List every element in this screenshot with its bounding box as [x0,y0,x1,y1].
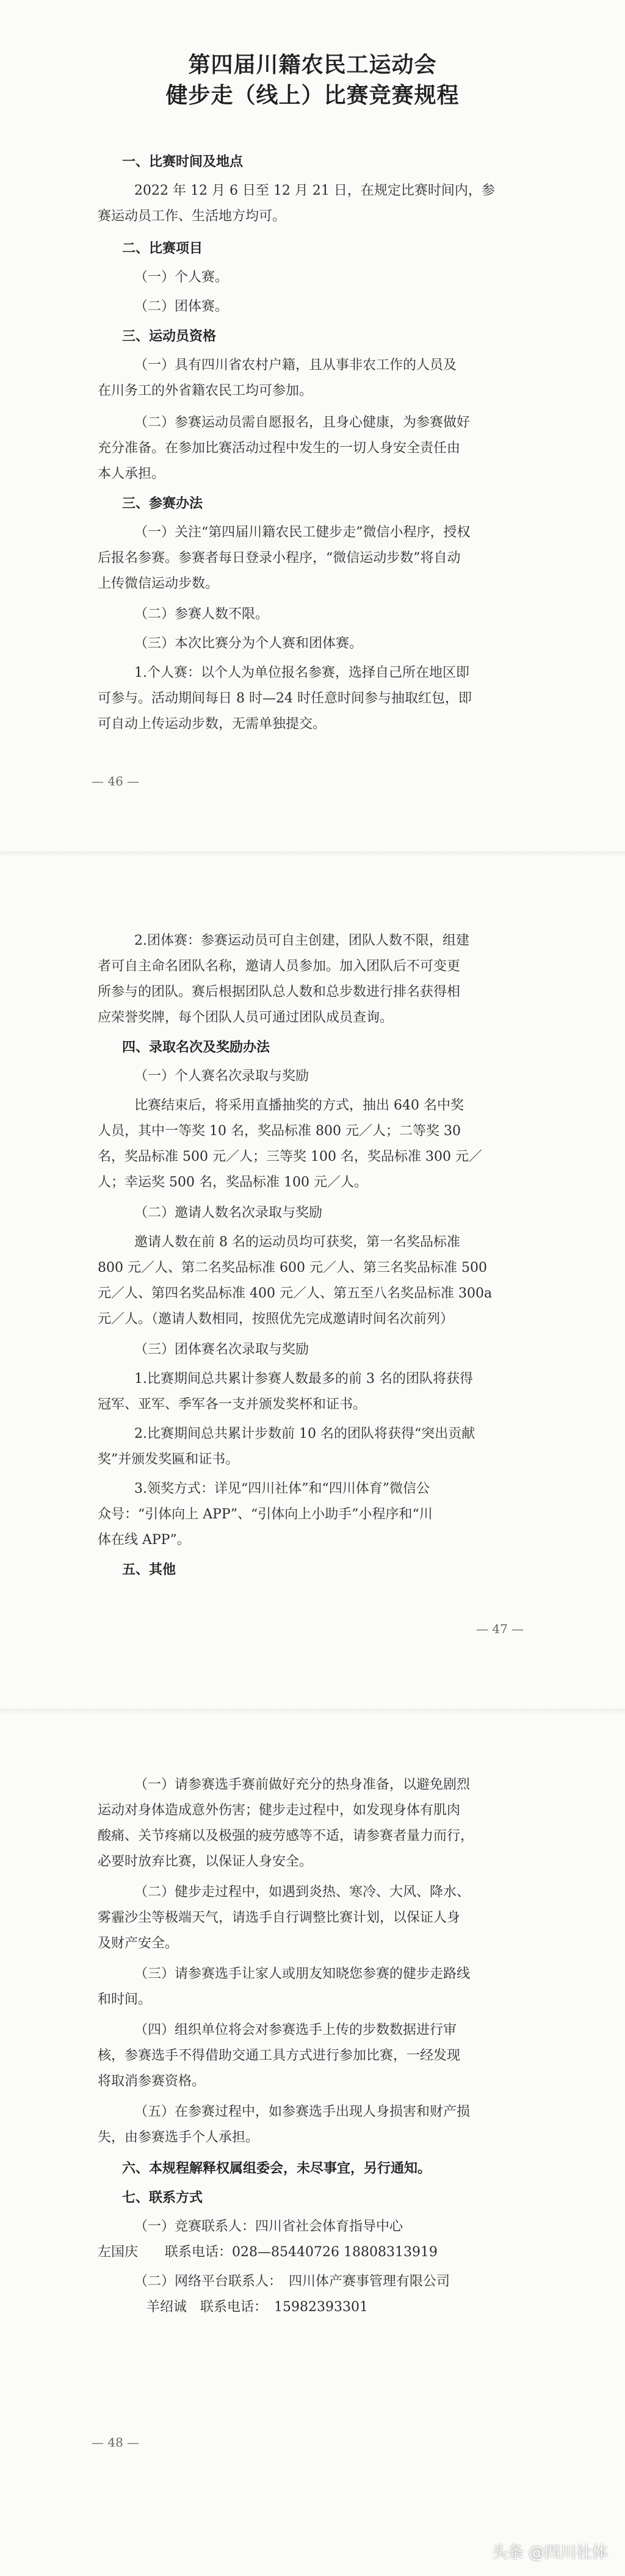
contact-detail: 羊绍诚 联系电话： 15982393301 [146,2300,368,2315]
paragraph-line: （一）关注“第四届川籍农民工健步走”微信小程序，授权 [134,525,471,540]
paragraph-line: 及财产安全。 [98,1936,179,1951]
list-item: （二）团体赛。 [134,299,229,314]
section-heading: 五、其他 [122,1562,176,1578]
contact-label: （一）竞赛联系人：四川省社会体育指导中心 [134,2219,403,2234]
paragraph-line: 众号：“引体向上 APP”、“引体向上小助手”小程序和“川 [98,1507,433,1522]
page-number: — 48 — [92,2435,140,2450]
title-line-1: 第四届川籍农民工运动会 [188,52,437,78]
paragraph-line: 后报名参赛。参赛者每日登录小程序，“微信运动步数”将自动 [98,550,461,566]
paragraph-line: 邀请人数在前 8 名的运动员均可获奖，第一名奖品标准 [134,1235,460,1250]
paragraph-line: 人员，其中一等奖 10 名，奖品标准 800 元／人；二等奖 30 [98,1124,461,1139]
paragraph-line: （二）健步走过程中，如遇到炎热、寒冷、大风、降水、 [134,1885,471,1900]
paragraph-line: 冠军、亚军、季军各一支并颁发奖杯和证书。 [98,1397,367,1412]
paragraph-line: 2.比赛期间总共累计步数前 10 名的团队将获得“突出贡献 [134,1426,475,1441]
paragraph-line: 可自动上传运动步数，无需单独提交。 [98,716,327,732]
list-item: （二）参赛人数不限。 [134,607,269,622]
paragraph-line: 上传微信运动步数。 [98,576,219,591]
document-page-46 [0,0,625,851]
paragraph-line: （五）在参赛过程中，如参赛选手出现人身损害和财产损 [134,2104,471,2120]
section-heading: 一、比赛时间及地点 [122,154,244,170]
page-number: — 47 — [476,1622,524,1636]
paragraph-line: 可参与。活动期间每日 8 时—24 时任意时间参与抽取红包，即 [98,691,472,706]
paragraph-line: （四）组织单位将会对参赛选手上传的步数数据进行审 [134,2022,457,2038]
section-heading: 四、录取名次及奖励办法 [122,1039,270,1055]
title-line-2: 健步走（线上）比赛竞赛规程 [165,82,460,108]
paragraph-line: 者可自主命名团队名称，邀请人员参加。加入团队后不可变更 [98,959,461,974]
list-item: （三）本次比赛分为个人赛和团体赛。 [134,636,363,651]
page-divider [0,851,625,857]
page-number: — 46 — [92,774,140,788]
subsection-heading: （二）邀请人数名次录取与奖励 [134,1205,323,1221]
paragraph-line: 比赛结束后，将采用直播抽奖的方式，抽出 640 名中奖 [134,1098,464,1113]
paragraph-line: 应荣誉奖牌，每个团队人员可通过团队成员查询。 [98,1010,394,1025]
paragraph-line: 元／人、第四名奖品标准 400 元／人、第五至八名奖品标准 300a [98,1286,493,1301]
paragraph-line: 800 元／人、第二名奖品标准 600 元／人、第三名奖品标准 500 [98,1260,487,1275]
paragraph-line: 失，由参赛选手个人承担。 [98,2130,259,2145]
paragraph-line: 将取消参赛资格。 [98,2074,206,2089]
paragraph-line: 1.比赛期间总共累计参赛人数最多的前 3 名的团队将获得 [134,1371,473,1387]
paragraph-line: 1.个人赛：以个人为单位报名参赛，选择自己所在地区即 [134,665,469,680]
subsection-heading: （三）团体赛名次录取与奖励 [134,1342,309,1357]
section-heading: 七、联系方式 [122,2190,203,2206]
paragraph-line: 核，参赛选手不得借助交通工具方式进行参加比赛，一经发现 [98,2048,461,2063]
section-heading: 三、运动员资格 [122,328,217,344]
subsection-heading: （一）个人赛名次录取与奖励 [134,1069,309,1084]
contact-label: （二）网络平台联系人： 四川体产赛事管理有限公司 [134,2274,450,2289]
paragraph-line: 奖”并颁发奖匾和证书。 [98,1452,239,1467]
paragraph-line: 体在线 APP”。 [98,1532,190,1548]
paragraph-line: 在川务工的外省籍农民工均可参加。 [98,383,313,399]
paragraph-line: （一）具有四川省农村户籍，且从事非农工作的人员及 [134,358,457,373]
paragraph-line: 人；幸运奖 500 名，奖品标准 100 元／人。 [98,1175,367,1190]
paragraph-line: 充分准备。在参加比赛活动过程中发生的一切人身安全责任由 [98,441,461,456]
paragraph-line: 本人承担。 [98,466,165,482]
paragraph-line: 必要时放弃比赛，以保证人身安全。 [98,1854,313,1869]
section-heading: 二、比赛项目 [122,240,203,256]
paragraph-line: 所参与的团队。赛后根据团队总人数和总步数进行排名获得相 [98,984,461,1000]
paragraph-line: 和时间。 [98,1992,152,2007]
paragraph-line: 3.领奖方式：详见“四川社体”和“四川体育”微信公 [134,1481,430,1496]
section-heading: 三、参赛办法 [122,496,203,511]
document-page-48 [0,1709,625,2576]
watermark [492,2540,608,2563]
list-item: （一）个人赛。 [134,270,229,285]
section-heading: 六、本规程解释权属组委会，未尽事宜，另行通知。 [122,2160,432,2176]
paragraph-line: 雾霾沙尘等极端天气，请选手自行调整比赛计划，以保证人身 [98,1910,461,1925]
contact-detail: 左国庆 联系电话：028—85440726 18808313919 [98,2245,438,2260]
paragraph-line: （三）请参赛选手让家人或朋友知晓您参赛的健步走路线 [134,1966,471,1982]
page-divider [0,1709,625,1715]
paragraph-line: （二）参赛运动员需自愿报名，且身心健康，为参赛做好 [134,415,471,430]
paragraph-line: 2.团体赛：参赛运动员可自主创建，团队人数不限，组建 [134,933,469,948]
paragraph-line: 运动对身体造成意外伤害；健步走过程中，如发现身体有肌肉 [98,1803,461,1818]
paragraph-line: （一）请参赛选手赛前做好充分的热身准备，以避免剧烈 [134,1777,471,1792]
watermark-text: 头条 @四川社体 [491,2544,608,2562]
paragraph-line: 赛运动员工作、生活地方均可。 [98,209,286,224]
document-page-47 [0,851,625,1709]
paragraph-line: 名，奖品标准 500 元／人；三等奖 100 名，奖品标准 300 元／ [98,1149,482,1164]
paragraph-line: 2022 年 12 月 6 日至 12 月 21 日，在规定比赛时间内，参 [134,183,495,198]
paragraph-line: 酸痛、关节疼痛以及极强的疲劳感等不适，请参赛者量力而行， [98,1828,474,1844]
paragraph-line: 元／人。（邀请人数相同，按照优先完成邀请时间名次前列） [98,1311,454,1327]
